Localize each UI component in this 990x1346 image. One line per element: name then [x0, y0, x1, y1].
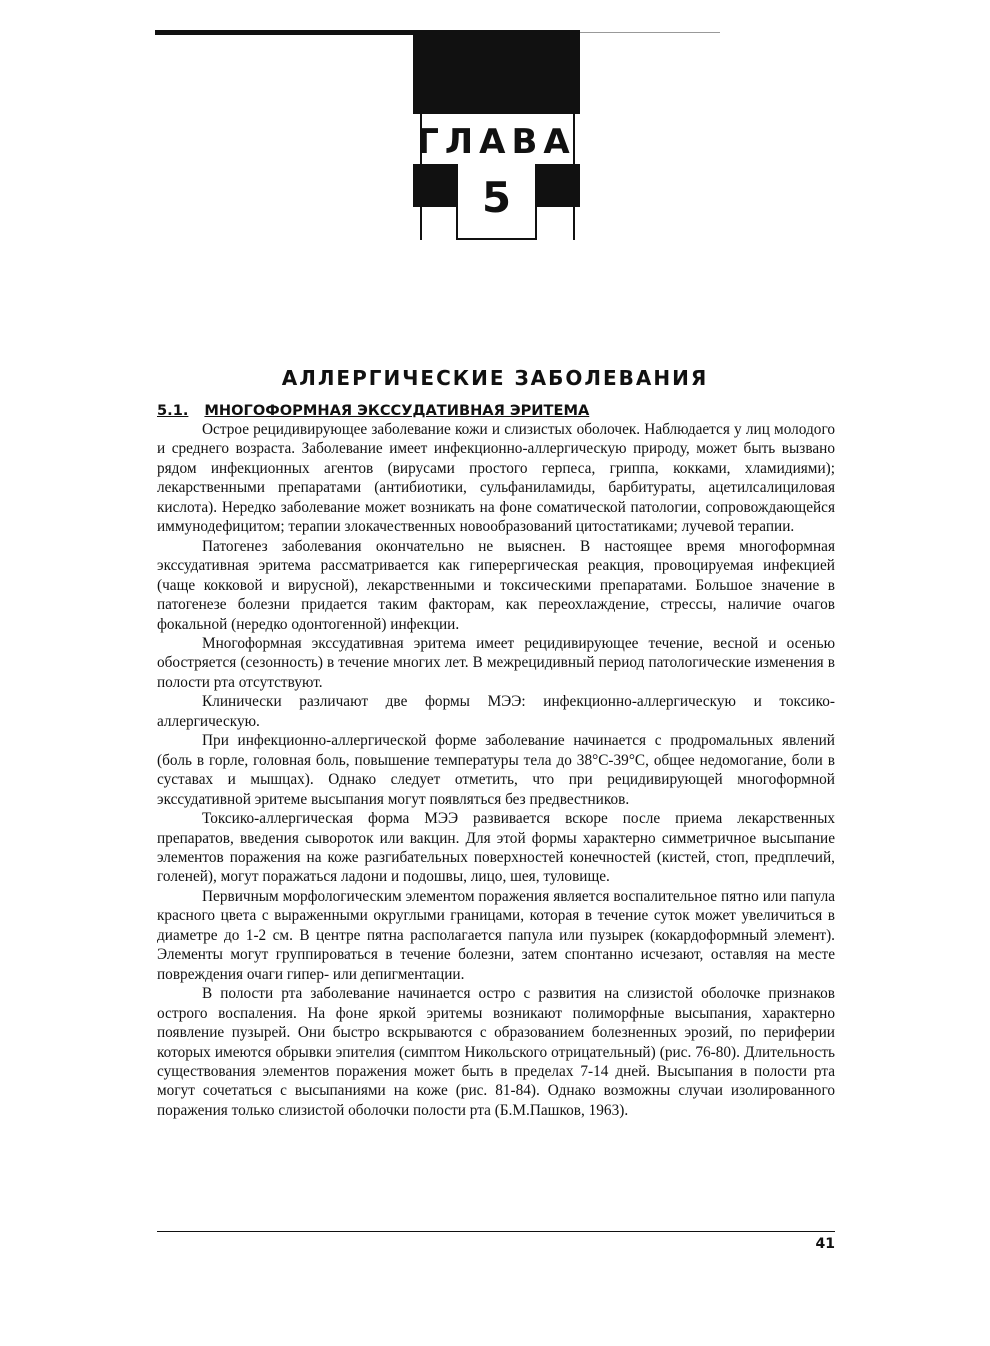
paragraph: В полости рта заболевание начинается остро с развития на слизистой оболочке признаков острого воспаления. На фоне яркой эритемы возникают полиморфные высыпания, характерно появление пузырей. Они быстро вскрываются с образованием болезненных эрозий, по периферии которых имеются обрывки эпителия (симптом Никольского отрицательный) (рис. 76-80). Длительность существования элементов поражения может быть в пределах 7-14 дней. Высыпания в полости рта могут сочетаться с высыпаниями на коже (рис. 81-84). Однако возможны случаи изолированного поражения только слизистой оболочки полости рта (Б.М.Пашков, 1963). — [157, 985, 835, 1119]
header-rule-left — [155, 30, 413, 35]
paragraph: Токсико-аллергическая форма МЭЭ развивается вскоре после приема лекарственных препаратов, введения сывороток или вакцин. Для этой формы характерно симметричное высыпание элементов поражения на коже разгибательных поверхностей конечностей (кистей, стоп, предплечий, голеней), могут поражаться ладони и подошвы, лицо, шея, туловище. — [157, 810, 835, 886]
paragraph: Острое рецидивирующее заболевание кожи и слизистых оболочек. Наблюдается у лиц молодого и среднего возраста. Заболевание имеет инфекционно-аллергическую природу, может быть вызвано рядом инфекционных агентов (вирусами простого герпеса, гриппа, кокками, хламидиями); лекарственными препаратами (антибиотики, сульфаниламиды, барбитураты, ацетилсалициловая кислота). Нередко заболевание может возникать на фоне соматической патологии, сопровождающейся иммунодефицитом; терапии злокачественных новообразований цитостатиками; лучевой терапии. — [157, 421, 835, 536]
paragraph: Первичным морфологическим элементом поражения является воспалительное пятно или папула красного цвета с выраженными округлыми границами, которая в течение суток может увеличиться в диаметре до 1-2 см. В центре пятна располагается папула или пузырек (кокардоформный элемент). Элементы могут группироваться в течение болезни, затем спонтанно исчезают, оставляя на месте повреждения очаги гипер- или депигментации. — [157, 887, 835, 983]
chapter-emblem-square-left — [413, 164, 456, 207]
section-title: МНОГОФОРМНАЯ ЭКССУДАТИВНАЯ ЭРИТЕМА — [204, 402, 590, 419]
footer-rule — [157, 1231, 835, 1232]
chapter-emblem — [413, 30, 580, 242]
header-rule-right — [580, 32, 720, 33]
body-text — [157, 420, 835, 1120]
section-heading — [157, 402, 589, 419]
chapter-label: ГЛАВА — [417, 122, 576, 162]
page-number: 41 — [815, 1236, 835, 1252]
paragraph: Многоформная экссудативная эритема имеет рецидивирующее течение, весной и осенью обостряется (сезонность) в течение многих лет. В межрецидивный период патологические изменения в полости рта отсутствуют. — [157, 634, 835, 691]
paragraph: При инфекционно-аллергической форме заболевание начинается с продромальных явлений (боль в горле, головная боль, повышение температуры тела до 38°С-39°С, общее недомогание, боли в суставах и мышцах). Однако следует отметить, что при рецидивирующей многоформной экссудативной эритеме высыпания могут появляться без предвестников. — [157, 732, 835, 808]
chapter-emblem-square-right — [537, 164, 580, 207]
chapter-emblem-top-block — [413, 30, 580, 114]
chapter-number: 5 — [481, 173, 512, 222]
chapter-title: АЛЛЕРГИЧЕСКИЕ ЗАБОЛЕВАНИЯ — [281, 366, 709, 390]
paragraph: Клинически различают две формы МЭЭ: инфекционно-аллергическую и токсико-аллергическую. — [157, 693, 835, 730]
section-number: 5.1. — [157, 402, 189, 419]
paragraph: Патогенез заболевания окончательно не выяснен. В настоящее время многоформная экссудативная эритема рассматривается как гиперергическая реакция, провоцируемая инфекцией (чаще кокковой и вирусной), лекарственными и токсическими препаратами. Большое значение в патогенезе болезни придается таким факторам, как переохлаждение, стрессы, наличие очагов фокальной (нередко одонтогенной) инфекции. — [157, 537, 835, 633]
